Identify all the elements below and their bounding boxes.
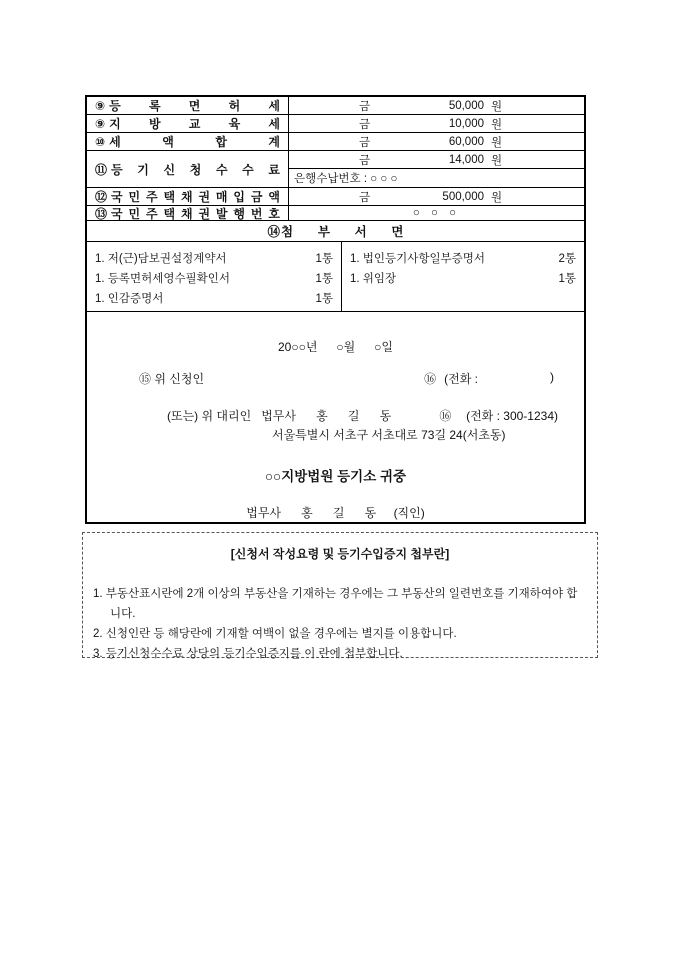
document-name: 1. 법인등기사항일부증명서 — [350, 253, 485, 265]
fee-name: 등 록 면 허 세 — [109, 99, 280, 113]
attachment-item — [95, 288, 333, 308]
attachments-left-column — [87, 242, 342, 311]
currency-unit: 원 — [491, 118, 503, 131]
fee-amount: 14,000 — [448, 153, 484, 166]
fee-name: 국 민 주 택 채 권 발 행 번 호 — [111, 206, 280, 221]
applicant-line — [87, 370, 584, 387]
court-addressee: ○○지방법원 등기소 귀중 — [264, 469, 407, 484]
instructions-list — [93, 584, 587, 664]
fee-label — [87, 188, 289, 205]
item-number: ⑫ — [95, 190, 108, 204]
seal-placeholder: (직인) — [393, 506, 425, 520]
proxy-line — [87, 407, 584, 424]
document-name: 1. 등록면허세영수필확인서 — [95, 273, 230, 285]
fee-name: 등 기 신 청 수 수 료 — [111, 162, 280, 177]
item-number: ⑯ — [439, 409, 452, 423]
proxy-label: (또는) 위 대리인 — [167, 409, 252, 423]
fee-label — [87, 97, 289, 114]
document-count: 1통 — [315, 293, 333, 305]
bank-receipt-number: 은행수납번호 : ○ ○ ○ — [294, 172, 398, 185]
attachment-item — [350, 268, 576, 288]
currency-unit: 원 — [491, 136, 503, 149]
fee-row-housing-bond-purchase — [87, 188, 584, 206]
fee-name: 세 액 합 계 — [109, 135, 280, 149]
proxy-address: 서울특별시 서초구 서초대로 73길 24(서초동) — [272, 428, 506, 442]
attachments-title: 첨 부 서 면 — [281, 225, 404, 239]
applicant-phone-field — [424, 370, 554, 387]
currency-prefix: 금 — [359, 154, 371, 167]
document-count: 1통 — [558, 273, 576, 285]
document-name: 1. 위임장 — [350, 273, 397, 285]
document-count: 1통 — [315, 253, 333, 265]
date-line: 20○○년 ○월 ○일 — [278, 340, 393, 354]
fee-value-cell — [289, 115, 584, 132]
item-number: ⑬ — [95, 206, 108, 221]
instruction-item: 3. 등기신청수수료 상당의 등기수입증지를 이 란에 첩부합니다. — [93, 648, 403, 660]
item-number: ⑨ — [95, 116, 106, 131]
proxy-phone: (전화 : 300-1234) — [466, 409, 558, 423]
bond-issue-number-placeholder: ○ ○ ○ — [412, 207, 461, 219]
attachment-item — [350, 248, 576, 268]
fee-label — [87, 133, 289, 150]
attachments-body — [87, 242, 584, 312]
item-number: ⑯ — [424, 372, 437, 386]
fee-value-cell — [289, 97, 584, 114]
instruction-item: 1. 부동산표시란에 2개 이상의 부동산을 기재하는 경우에는 그 부동산의 일련번호를 기재하여야 합니다. — [93, 588, 578, 620]
fee-amount: 50,000 — [448, 99, 484, 112]
fee-row-housing-bond-issue-number — [87, 206, 584, 221]
fee-label — [87, 206, 289, 220]
item-number: ⑮ — [139, 372, 152, 386]
document-count: 2통 — [558, 253, 576, 265]
fee-value-cell — [289, 206, 584, 220]
phone-close: ) — [550, 370, 554, 384]
item-number: ⑨ — [95, 98, 106, 113]
signature-section — [87, 312, 584, 525]
proxy-name: 법무사 홍 길 동 — [261, 409, 392, 423]
currency-prefix: 금 — [359, 118, 371, 131]
fee-amount: 500,000 — [442, 190, 484, 203]
currency-unit: 원 — [491, 191, 503, 204]
currency-unit: 원 — [491, 154, 503, 167]
item-number: ⑩ — [95, 134, 106, 149]
attachment-item — [95, 248, 333, 268]
fee-row-registration-license-tax — [87, 97, 584, 115]
instructions-box — [82, 532, 598, 658]
currency-prefix: 금 — [359, 191, 371, 204]
fee-name: 지 방 교 육 세 — [109, 117, 280, 131]
document-name: 1. 인감증명서 — [95, 293, 164, 305]
attachments-header — [87, 221, 584, 242]
fee-label — [87, 151, 289, 187]
currency-prefix: 금 — [359, 100, 371, 113]
fee-amount: 60,000 — [448, 135, 484, 148]
currency-unit: 원 — [491, 100, 503, 113]
proxy-phone-field — [439, 407, 558, 424]
attachment-item — [95, 268, 333, 288]
attachments-right-column — [342, 242, 584, 311]
document-name: 1. 저(근)담보권설정계약서 — [95, 253, 227, 265]
applicant-text: 위 신청인 — [154, 372, 205, 386]
applicant-label — [139, 370, 204, 387]
fee-value-cell — [289, 133, 584, 150]
application-form-box — [85, 95, 586, 524]
currency-prefix: 금 — [359, 136, 371, 149]
phone-label: (전화 : — [444, 372, 478, 386]
fee-label — [87, 115, 289, 132]
fee-value-cell — [289, 151, 584, 187]
signature-line — [87, 504, 584, 521]
instructions-title: [신청서 작성요령 및 등기수입증지 첩부란] — [230, 547, 450, 561]
phone-blank — [478, 370, 550, 387]
item-number: ⑪ — [95, 162, 108, 177]
fee-name: 국 민 주 택 채 권 매 입 금 액 — [111, 190, 280, 204]
fee-value-cell — [289, 188, 584, 205]
fee-row-tax-total — [87, 133, 584, 151]
instruction-item: 2. 신청인란 등 해당란에 기재할 여백이 없을 경우에는 별지를 이용합니다. — [93, 628, 457, 640]
item-number: ⑭ — [267, 225, 281, 239]
fee-row-local-education-tax — [87, 115, 584, 133]
signer-name: 법무사 홍 길 동 — [246, 506, 377, 520]
fee-row-application-fee — [87, 151, 584, 188]
fee-amount: 10,000 — [448, 117, 484, 130]
document-count: 1통 — [315, 273, 333, 285]
